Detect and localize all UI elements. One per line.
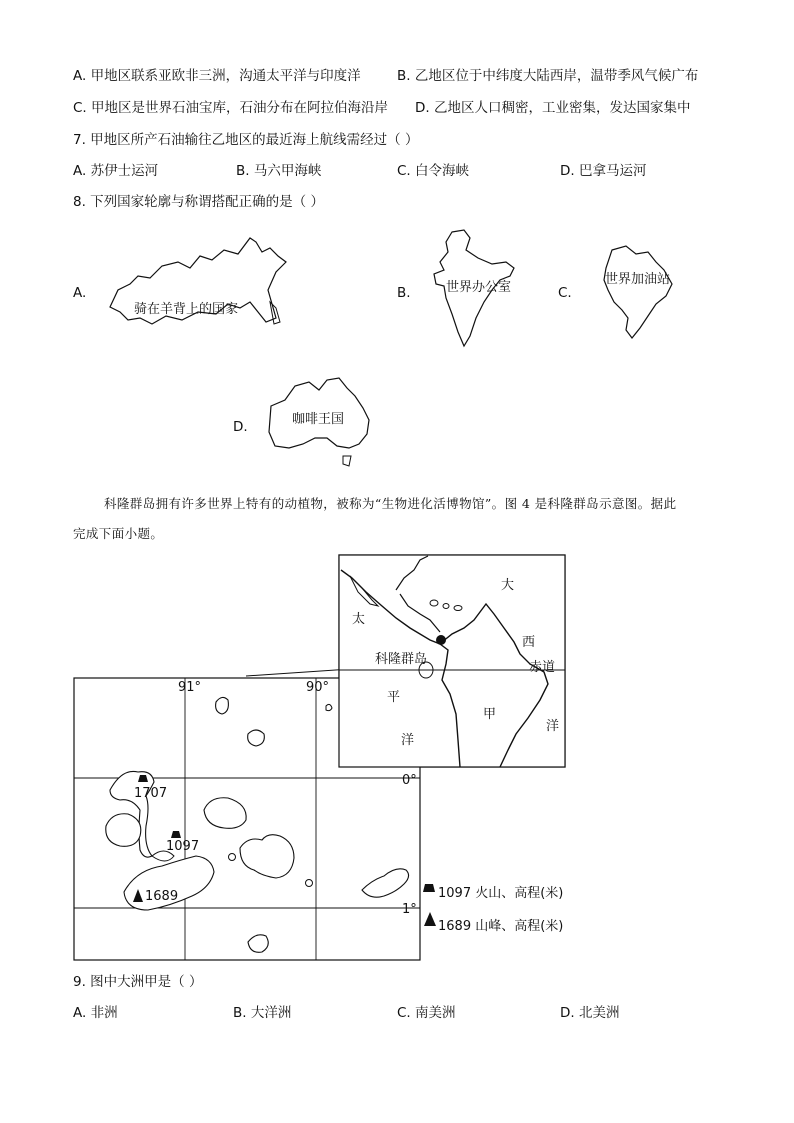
q8-stem: 8. 下列国家轮廓与称谓搭配正确的是（ ） bbox=[73, 194, 324, 210]
inset-label-tai: 太 bbox=[352, 612, 366, 627]
legend-peak-icon bbox=[424, 912, 436, 926]
inset-label-xi: 西 bbox=[522, 635, 536, 650]
q8-option-c-label: 世界加油站 bbox=[605, 272, 671, 287]
q7-stem: 7. 甲地区所产石油输往乙地区的最近海上航线需经过（ ） bbox=[73, 132, 419, 148]
intro-line-2: 完成下面小题。 bbox=[73, 526, 164, 541]
q8-option-d-label: 咖啡王国 bbox=[292, 412, 345, 427]
q8-option-a-letter: A. bbox=[73, 285, 87, 301]
elevation-label-1707: 1707 bbox=[134, 786, 168, 801]
legend-peak-label: 1689 山峰、高程(米) bbox=[438, 919, 564, 934]
elevation-label-1689: 1689 bbox=[145, 889, 179, 904]
longitude-label-90: 90° bbox=[306, 680, 330, 695]
galapagos-location-dot bbox=[436, 635, 446, 645]
q8-option-d-letter: D. bbox=[233, 419, 248, 435]
q6-option-b: B. 乙地区位于中纬度大陆西岸，温带季风气候广布 bbox=[397, 68, 699, 84]
inset-label-equator: 赤道 bbox=[529, 660, 556, 675]
q6-option-d: D. 乙地区人口稠密，工业密集，发达国家集中 bbox=[415, 100, 691, 116]
q8-option-b-label: 世界办公室 bbox=[446, 280, 512, 295]
inset-label-yang2: 洋 bbox=[546, 719, 560, 734]
intro-line-1: 科隆群岛拥有许多世界上特有的动植物，被称为“生物进化活博物馆”。图 4 是科隆群岛示意图。据此 bbox=[104, 496, 677, 511]
legend-volcano-label: 1097 火山、高程(米) bbox=[438, 886, 564, 901]
q9-option-b: B. 大洋洲 bbox=[233, 1005, 292, 1021]
inset-label-jia: 甲 bbox=[483, 707, 497, 722]
q9-option-c: C. 南美洲 bbox=[397, 1005, 456, 1021]
inset-label-da: 大 bbox=[501, 578, 515, 593]
q7-option-a: A. 苏伊士运河 bbox=[73, 163, 159, 179]
q6-option-a: A. 甲地区联系亚欧非三洲，沟通太平洋与印度洋 bbox=[73, 68, 361, 84]
legend-volcano-icon bbox=[423, 884, 435, 892]
longitude-label-91: 91° bbox=[178, 680, 202, 695]
q9-option-d: D. 北美洲 bbox=[560, 1005, 620, 1021]
q9-option-a: A. 非洲 bbox=[73, 1005, 118, 1021]
q7-option-d: D. 巴拿马运河 bbox=[560, 163, 647, 179]
q7-option-c: C. 白令海峡 bbox=[397, 163, 470, 179]
q8-option-c-letter: C. bbox=[558, 285, 572, 301]
inset-label-ping: 平 bbox=[387, 690, 401, 705]
q7-option-b: B. 马六甲海峡 bbox=[236, 163, 322, 179]
q6-option-c: C. 甲地区是世界石油宝库，石油分布在阿拉伯海沿岸 bbox=[73, 100, 389, 116]
latitude-label-0: 0° bbox=[402, 773, 417, 788]
latitude-label-1: 1° bbox=[402, 902, 417, 917]
inset-label-galapagos: 科隆群岛 bbox=[375, 652, 428, 667]
elevation-label-1097: 1097 bbox=[166, 839, 200, 854]
q9-stem: 9. 图中大洲甲是（ ） bbox=[73, 974, 203, 990]
q8-option-a-label: 骑在羊背上的国家 bbox=[134, 302, 239, 317]
q8-option-b-letter: B. bbox=[397, 285, 411, 301]
inset-label-yang1: 洋 bbox=[401, 733, 415, 748]
